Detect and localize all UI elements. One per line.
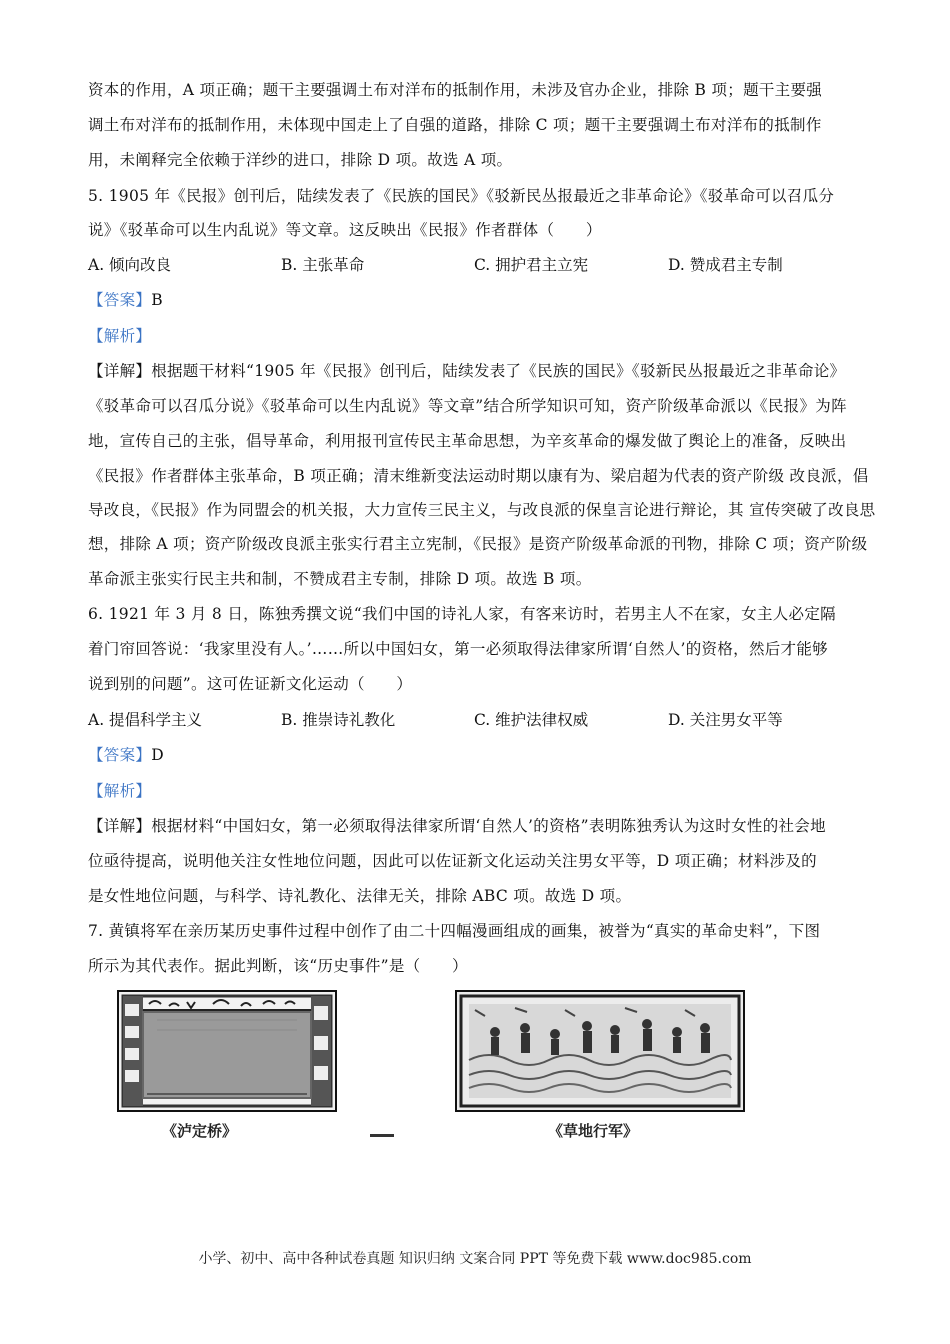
question-7-stem: 7. 黄镇将军在亲历某历史事件过程中创作了由二十四幅漫画组成的画集，被誉为“真实的革命史料”，下图: [88, 922, 821, 940]
q5-detail-line: 《民报》作者群体主张革命，B 项正确；清末维新变法运动时期以康有为、梁启超为代表的资产阶级 改良派，倡: [88, 467, 869, 485]
luding-bridge-illustration: [117, 990, 337, 1112]
q5-answer: [88, 290, 868, 310]
grassland-march-illustration: [455, 990, 745, 1112]
q5-analysis-tag: 【解析】: [88, 327, 152, 345]
q5-detail-line: 想，排除 A 项；资产阶级改良派主张实行君主立宪制，《民报》是资产阶级革命派的刊物，排除 C 项；资产阶级: [88, 535, 868, 553]
q6-option-b: B. 推崇诗礼教化: [281, 711, 396, 729]
detail-tag: 【详解】: [88, 817, 152, 835]
q5-option-d: D. 赞成君主专制: [668, 256, 783, 274]
q6-analysis-tag: 【解析】: [88, 782, 152, 800]
q5-option-a: A. 倾向改良: [88, 256, 172, 274]
q6-detail-line: [88, 816, 868, 836]
q6-option-a: A. 提倡科学主义: [88, 711, 203, 729]
q6-detail-line: 位亟待提高，说明他关注女性地位问题，因此可以佐证新文化运动关注男女平等，D 项正确；材料涉及的: [88, 852, 817, 870]
q5-option-b: B. 主张革命: [281, 256, 365, 274]
detail-text: 根据题干材料“1905 年《民报》创刊后，陆续发表了《民族的国民》《驳新民丛报最近之非革命论》: [151, 362, 846, 380]
answer-tag: 【答案】: [88, 746, 152, 764]
answer-value: D: [151, 746, 164, 764]
page-footer: 小学、初中、高中各种试卷真题 知识归纳 文案合同 PPT 等免费下载 www.doc985.com: [198, 1251, 752, 1267]
caption-grassland-march: 《草地行军》: [548, 1122, 639, 1140]
question-6-stem: 6. 1921 年 3 月 8 日，陈独秀撰文说“我们中国的诗礼人家，有客来访时，若男主人不在家，女主人必定隔: [88, 605, 836, 623]
text-line: 调土布对洋布的抵制作用，未体现中国走上了自强的道路，排除 C 项；题干主要强调土布对洋布的抵制作: [88, 116, 822, 134]
q6-answer: [88, 745, 868, 765]
question-7-stem: 所示为其代表作。据此判断，该“历史事件”是（ ）: [88, 957, 468, 975]
q6-option-d: D. 关注男女平等: [668, 711, 783, 729]
q5-detail-line: 《驳革命可以召瓜分说》《驳革命可以生内乱说》等文章”结合所学知识可知，资产阶级革命派以《民报》为阵: [88, 397, 847, 415]
answer-value: B: [151, 291, 163, 309]
q5-detail-line: [88, 361, 868, 381]
text-line: 资本的作用，A 项正确；题干主要强调土布对洋布的抵制作用，未涉及官办企业，排除 B 项；题干主要强: [88, 81, 823, 99]
question-6-stem: 说到别的问题”。这可佐证新文化运动（ ）: [88, 675, 413, 693]
question-5-stem: 5. 1905 年《民报》创刊后，陆续发表了《民族的国民》《驳新民丛报最近之非革命论》《驳革命可以召瓜分: [88, 187, 835, 205]
q5-option-c: C. 拥护君主立宪: [474, 256, 589, 274]
q6-detail-line: 是女性地位问题，与科学、诗礼教化、法律无关，排除 ABC 项。故选 D 项。: [88, 887, 632, 905]
question-5-stem: 说》《驳革命可以生内乱说》等文章。这反映出《民报》作者群体（ ）: [88, 221, 602, 239]
question-6-stem: 着门帘回答说：‘我家里没有人。’……所以中国妇女，第一必须取得法律家所谓‘自然人’的资格，然后才能够: [88, 640, 828, 658]
detail-text: 根据材料“中国妇女，第一必须取得法律家所谓‘自然人’的资格”表明陈独秀认为这时女性的社会地: [151, 817, 826, 835]
q6-option-c: C. 维护法律权威: [474, 711, 589, 729]
detail-tag: 【详解】: [88, 362, 152, 380]
caption-luding-bridge: 《泸定桥》: [162, 1122, 238, 1140]
q5-detail-line: 革命派主张实行民主共和制，不赞成君主专制，排除 D 项。故选 B 项。: [88, 570, 592, 588]
answer-tag: 【答案】: [88, 291, 152, 309]
q5-detail-line: 地，宣传自己的主张，倡导革命，利用报刊宣传民主革命思想，为辛亥革命的爆发做了舆论上的准备，反映出: [88, 432, 847, 450]
stray-mark: [370, 1134, 394, 1137]
q5-detail-line: 导改良，《民报》作为同盟会的机关报，大力宣传三民主义，与改良派的保皇言论进行辩论，其 宣传突破了改良思: [88, 501, 876, 519]
text-line: 用，未阐释完全依赖于洋纱的进口，排除 D 项。故选 A 项。: [88, 151, 513, 169]
